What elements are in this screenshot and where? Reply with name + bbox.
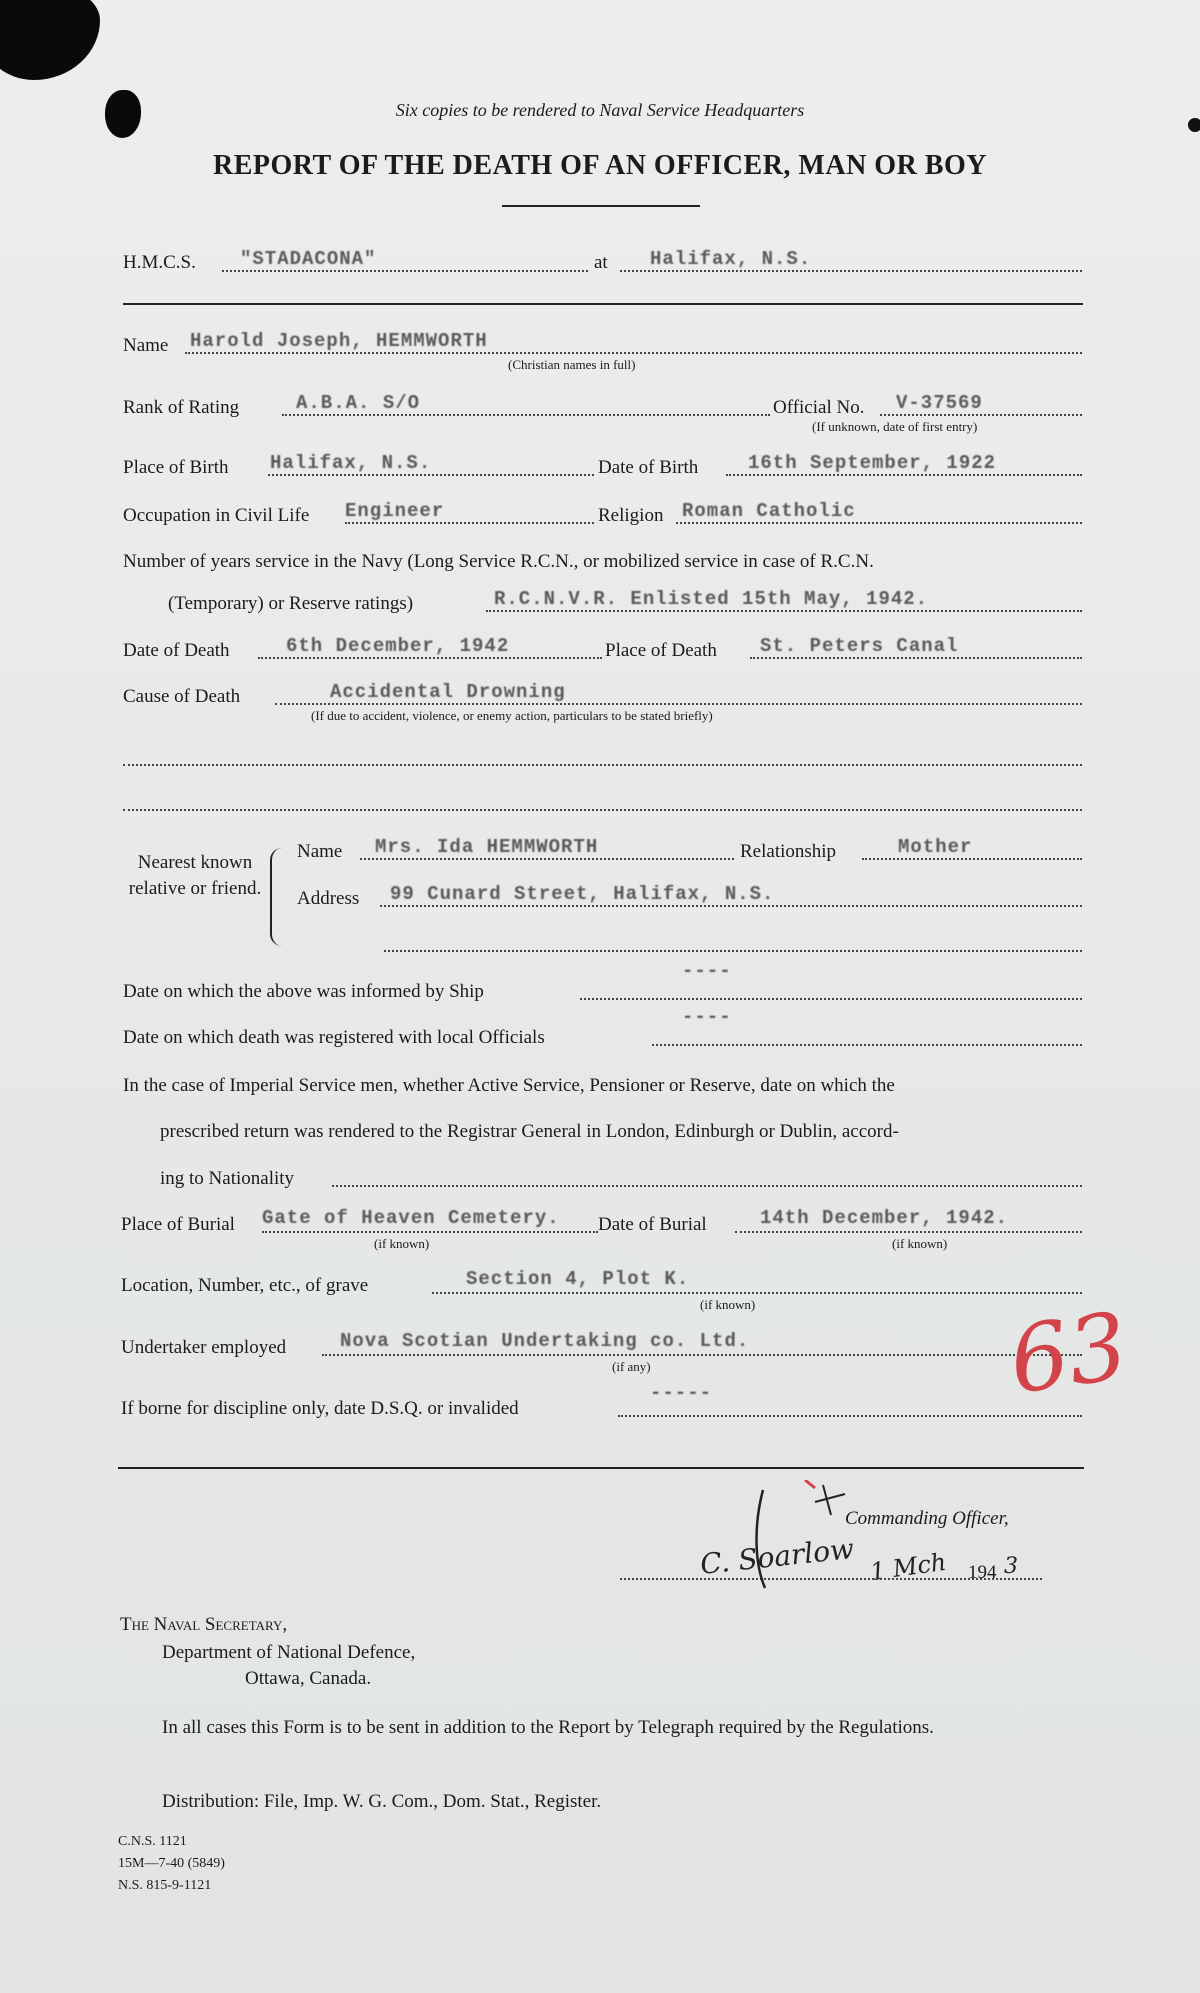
signature: C. Soarlow xyxy=(698,1532,856,1581)
hmcs-label: H.M.C.S. xyxy=(123,252,196,273)
distribution-text: Distribution: File, Imp. W. G. Com., Dom. Stat., Register. xyxy=(162,1791,602,1812)
relative-name-label: Name xyxy=(297,841,343,862)
commanding-officer-label: Commanding Officer, xyxy=(845,1508,1009,1529)
place-of-birth-line xyxy=(268,474,594,476)
red-annotation: 63 xyxy=(1003,1292,1134,1415)
address-line xyxy=(380,905,1082,907)
date-informed-value: ---- xyxy=(682,960,732,982)
at-value: Halifax, N.S. xyxy=(650,248,812,270)
rank-value: A.B.A. S/O xyxy=(296,392,421,414)
brace xyxy=(270,848,286,946)
undertaker-line xyxy=(322,1354,1082,1356)
instruction-text: In all cases this Form is to be sent in addition to the Report by Telegraph required by the Regulations. xyxy=(162,1717,934,1738)
cause-extra-line xyxy=(123,764,1082,766)
discipline-label: If borne for discipline only, date D.S.Q. or invalided xyxy=(121,1398,519,1419)
signed-date: 1 Mch xyxy=(868,1547,948,1587)
years-service-line xyxy=(486,610,1082,612)
place-of-burial-label: Place of Burial xyxy=(121,1214,235,1235)
date-of-birth-value: 16th September, 1922 xyxy=(748,452,997,474)
place-of-birth-label: Place of Birth xyxy=(123,457,229,478)
official-no-value: V-37569 xyxy=(896,392,983,414)
nearest-relative-label: Nearest known relative or friend. xyxy=(128,852,262,899)
date-of-burial-value: 14th December, 1942. xyxy=(760,1207,1009,1229)
date-registered-line xyxy=(652,1044,1082,1046)
location-grave-line xyxy=(432,1292,1082,1294)
date-of-birth-line xyxy=(726,474,1082,476)
relative-name-value: Mrs. Ida HEMMWORTH xyxy=(375,836,599,858)
cause-of-death-line xyxy=(275,703,1082,705)
place-of-death-line xyxy=(750,657,1082,659)
place-of-death-value: St. Peters Canal xyxy=(760,635,959,657)
imperial-label-2: prescribed return was rendered to the Registrar General in London, Edinburgh or Dublin, accord- xyxy=(160,1121,899,1142)
date-of-death-label: Date of Death xyxy=(123,640,230,661)
date-registered-value: ---- xyxy=(682,1006,732,1028)
discipline-line xyxy=(618,1415,1082,1417)
date-of-birth-label: Date of Birth xyxy=(598,457,699,478)
official-no-hint: (If unknown, date of first entry) xyxy=(812,419,978,434)
undertaker-hint: (if any) xyxy=(612,1359,651,1374)
year-suffix: 3 xyxy=(1004,1554,1018,1579)
at-line xyxy=(620,270,1082,272)
relative-name-line xyxy=(360,858,734,860)
date-of-death-line xyxy=(258,657,602,659)
place-of-burial-value: Gate of Heaven Cemetery. xyxy=(262,1207,560,1229)
form-code-2: 15M—7-40 (5849) xyxy=(118,1856,225,1871)
name-hint: (Christian names in full) xyxy=(508,357,636,372)
burial-date-hint: (if known) xyxy=(892,1236,948,1251)
cause-of-death-label: Cause of Death xyxy=(123,686,241,707)
name-label: Name xyxy=(123,335,169,356)
hmcs-value: "STADACONA" xyxy=(240,248,377,270)
at-label: at xyxy=(594,252,608,273)
rank-line xyxy=(282,414,770,416)
occupation-value: Engineer xyxy=(345,500,445,522)
signature-flourish xyxy=(745,1480,865,1600)
occupation-label: Occupation in Civil Life xyxy=(123,505,310,526)
address-label: Address xyxy=(297,888,360,909)
undertaker-label: Undertaker employed xyxy=(121,1337,287,1358)
page-title: REPORT OF THE DEATH OF AN OFFICER, MAN OR BOY xyxy=(213,150,987,181)
hmcs-line xyxy=(222,270,588,272)
cause-extra-line xyxy=(123,809,1082,811)
years-service-value: R.C.N.V.R. Enlisted 15th May, 1942. xyxy=(494,588,929,610)
date-informed-line xyxy=(580,998,1082,1000)
grave-hint: (if known) xyxy=(700,1297,756,1312)
place-of-birth-value: Halifax, N.S. xyxy=(270,452,432,474)
occupation-line xyxy=(345,522,594,524)
place-of-death-label: Place of Death xyxy=(605,640,717,661)
address-line-2 xyxy=(384,950,1082,952)
official-no-label: Official No. xyxy=(773,397,865,418)
religion-value: Roman Catholic xyxy=(682,500,856,522)
bottom-divider xyxy=(118,1467,1084,1469)
location-grave-label: Location, Number, etc., of grave xyxy=(121,1275,369,1296)
cause-of-death-hint: (If due to accident, violence, or enemy action, particulars to be stated briefly) xyxy=(311,708,713,723)
form-code-1: C.N.S. 1121 xyxy=(118,1834,187,1849)
relationship-label: Relationship xyxy=(740,841,837,862)
relationship-value: Mother xyxy=(898,836,973,858)
date-of-burial-label: Date of Burial xyxy=(598,1214,707,1235)
year-prefix: 194 xyxy=(968,1562,997,1583)
secretary-line-2: Department of National Defence, xyxy=(162,1642,416,1663)
ink-blot xyxy=(0,0,100,80)
location-grave-value: Section 4, Plot K. xyxy=(466,1268,690,1290)
date-registered-label: Date on which death was registered with local Officials xyxy=(123,1027,545,1048)
date-of-death-value: 6th December, 1942 xyxy=(286,635,510,657)
imperial-label-3: ing to Nationality xyxy=(160,1168,295,1189)
religion-line xyxy=(676,522,1082,524)
name-line xyxy=(185,352,1082,354)
name-value: Harold Joseph, HEMMWORTH xyxy=(190,330,488,352)
form-code-3: N.S. 815-9-1121 xyxy=(118,1878,212,1893)
imperial-label-1: In the case of Imperial Service men, whether Active Service, Pensioner or Reserve, date on which the xyxy=(123,1075,895,1096)
secretary-line-3: Ottawa, Canada. xyxy=(245,1668,372,1689)
imperial-line xyxy=(332,1185,1082,1187)
official-no-line xyxy=(880,414,1082,416)
discipline-value: ----- xyxy=(650,1382,713,1404)
years-service-label-1: Number of years service in the Navy (Long Service R.C.N., or mobilized service in case of R.C.N. xyxy=(123,551,874,572)
address-value: 99 Cunard Street, Halifax, N.S. xyxy=(390,883,775,905)
section-divider xyxy=(123,303,1083,305)
burial-place-hint: (if known) xyxy=(374,1236,430,1251)
date-of-burial-line xyxy=(735,1231,1082,1233)
undertaker-value: Nova Scotian Undertaking co. Ltd. xyxy=(340,1330,750,1352)
place-of-burial-line xyxy=(262,1231,598,1233)
date-informed-label: Date on which the above was informed by Ship xyxy=(123,981,484,1002)
years-service-label-2: (Temporary) or Reserve ratings) xyxy=(168,593,414,614)
relationship-line xyxy=(862,858,1082,860)
secretary-line-1: The Naval Secretary, xyxy=(120,1614,288,1635)
religion-label: Religion xyxy=(598,505,664,526)
copies-note: Six copies to be rendered to Naval Service Headquarters xyxy=(395,100,805,120)
cause-of-death-value: Accidental Drowning xyxy=(330,681,566,703)
rank-label: Rank of Rating xyxy=(123,397,240,418)
title-underline xyxy=(502,205,700,207)
